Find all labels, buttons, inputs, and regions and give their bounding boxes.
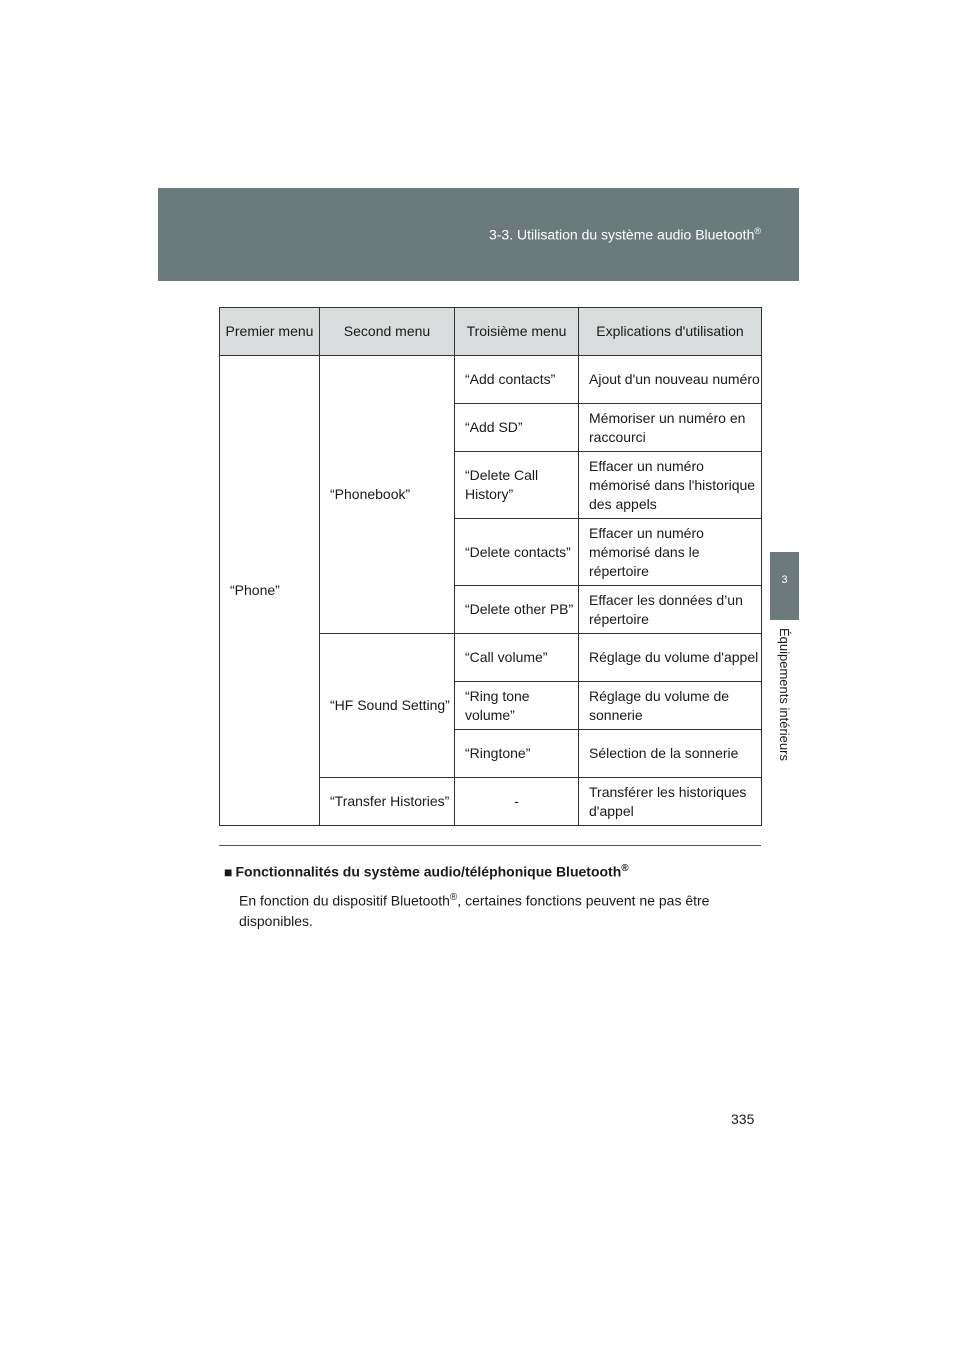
explanation-cell: Réglage du volume de sonnerie bbox=[579, 682, 762, 730]
chapter-tab bbox=[770, 552, 799, 620]
chapter-label: Équipements intérieurs bbox=[777, 628, 792, 761]
third-menu-cell: “Delete contacts” bbox=[455, 519, 579, 586]
second-menu-cell: “HF Sound Setting” bbox=[320, 634, 455, 778]
first-menu-cell: “Phone” bbox=[220, 356, 320, 826]
third-menu-cell: “Delete other PB” bbox=[455, 586, 579, 634]
third-menu-cell: “Delete Call History” bbox=[455, 452, 579, 519]
registered-mark: ® bbox=[621, 863, 629, 874]
third-menu-cell: - bbox=[455, 778, 579, 826]
chapter-number: 3 bbox=[781, 574, 788, 586]
header-second-menu: Second menu bbox=[320, 308, 455, 356]
table-header-row bbox=[220, 308, 762, 356]
note-body-text-end: , certaines fonctions peuvent ne pas être disponibles. bbox=[239, 892, 710, 929]
header-band bbox=[158, 188, 799, 281]
header-first-menu: Premier menu bbox=[220, 308, 320, 356]
second-menu-cell: “Phonebook” bbox=[320, 356, 455, 634]
third-menu-cell: “Call volume” bbox=[455, 634, 579, 682]
explanation-cell: Ajout d'un nouveau numéro bbox=[579, 356, 762, 404]
third-menu-cell: “Ring tone volume” bbox=[455, 682, 579, 730]
explanation-cell: Effacer un numéro mémorisé dans l'historique des appels bbox=[579, 452, 762, 519]
registered-mark: ® bbox=[754, 226, 761, 236]
page-number: 335 bbox=[731, 1111, 755, 1127]
section-divider bbox=[219, 845, 761, 846]
header-third-menu: Troisième menu bbox=[455, 308, 579, 356]
registered-mark: ® bbox=[449, 892, 458, 903]
square-bullet-icon: ■ bbox=[224, 863, 233, 880]
explanation-cell: Effacer les données d’un répertoire bbox=[579, 586, 762, 634]
explanation-cell: Mémoriser un numéro en raccourci bbox=[579, 404, 762, 452]
header-explanation: Explications d'utilisation bbox=[579, 308, 762, 356]
note-title-text: Fonctionnalités du système audio/téléphonique Bluetooth bbox=[235, 863, 622, 880]
menu-table bbox=[219, 307, 762, 826]
third-menu-cell: “Add contacts” bbox=[455, 356, 579, 404]
note-body bbox=[239, 888, 769, 931]
third-menu-cell: “Add SD” bbox=[455, 404, 579, 452]
second-menu-cell: “Transfer Histories” bbox=[320, 778, 455, 826]
section-title bbox=[489, 226, 761, 243]
explanation-cell: Sélection de la sonnerie bbox=[579, 730, 762, 778]
section-title-text: 3-3. Utilisation du système audio Bluetooth bbox=[488, 226, 755, 243]
explanation-cell: Effacer un numéro mémorisé dans le répertoire bbox=[579, 519, 762, 586]
explanation-cell: Transférer les historiques d'appel bbox=[579, 778, 762, 826]
third-menu-cell: “Ringtone” bbox=[455, 730, 579, 778]
note-title bbox=[224, 863, 629, 880]
explanation-cell: Réglage du volume d'appel bbox=[579, 634, 762, 682]
table-row bbox=[220, 356, 762, 404]
note-body-text: En fonction du dispositif Bluetooth bbox=[239, 892, 450, 909]
